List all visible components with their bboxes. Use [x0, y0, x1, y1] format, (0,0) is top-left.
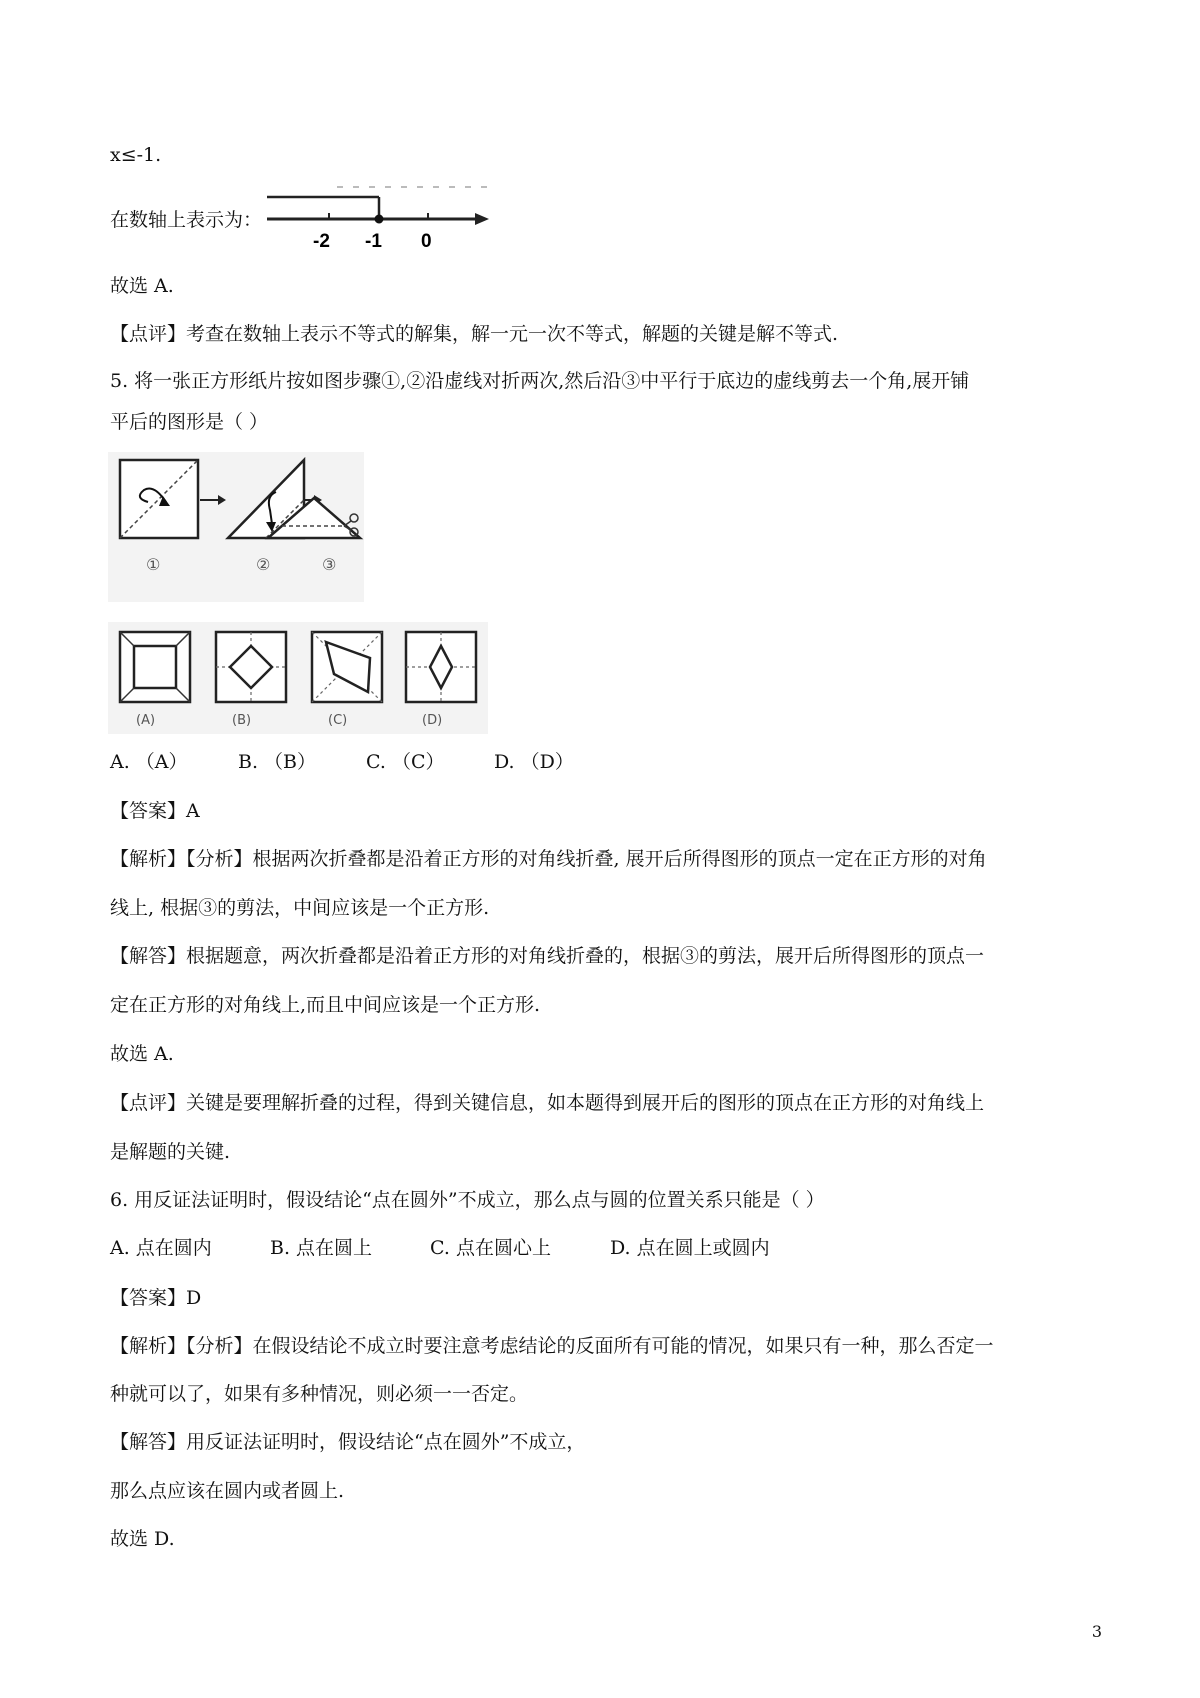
figure-label: (A)	[136, 713, 156, 728]
option-d: D. 点在圆上或圆内	[610, 1237, 770, 1259]
tick-label: -2	[313, 231, 330, 251]
option-c: C. 点在圆心上	[430, 1237, 551, 1259]
analysis-text: 【解析】【分析】在假设结论不成立时要注意考虑结论的反面所有可能的情况，如果只有一种，那么否定一	[110, 1335, 994, 1357]
choice-text: 故选 A.	[110, 1043, 174, 1065]
solution-text: 【解答】用反证法证明时，假设结论“点在圆外”不成立，	[110, 1431, 586, 1453]
comment-text: 是解题的关键.	[110, 1141, 231, 1163]
figure-label: (D)	[422, 713, 443, 728]
solution-text: 定在正方形的对角线上,而且中间应该是一个正方形.	[110, 994, 541, 1016]
step-label: ②	[256, 555, 271, 574]
answer-text: 【答案】D	[110, 1287, 202, 1309]
figure-label: (C)	[328, 713, 348, 728]
option-a-figure	[120, 632, 190, 702]
page-number: 3	[1091, 1622, 1102, 1641]
option-c: C. （C）	[366, 751, 445, 773]
tick-label: -1	[365, 231, 382, 251]
option-b: B. 点在圆上	[270, 1237, 373, 1259]
option-b-figure	[216, 632, 286, 702]
option-a: A. （A）	[110, 751, 188, 773]
numberline-label: 在数轴上表示为：	[110, 209, 263, 231]
step-label: ①	[146, 555, 161, 574]
analysis-text: 【解析】【分析】根据两次折叠都是沿着正方形的对角线折叠, 展开后所得图形的顶点一定在正方形的对角	[110, 848, 987, 870]
answer-options-figure	[108, 622, 488, 734]
question-6-options	[110, 1234, 1110, 1262]
option-b: B. （B）	[238, 751, 317, 773]
option-d: D. （D）	[494, 751, 574, 773]
solution-text: 那么点应该在圆内或者圆上.	[110, 1480, 345, 1502]
step-label: ③	[322, 555, 337, 574]
solid-point	[375, 215, 384, 224]
figure-label: (B)	[232, 713, 252, 728]
solution-text: 【解答】根据题意，两次折叠都是沿着正方形的对角线折叠的，根据③的剪法，展开后所得图形的顶点一	[110, 945, 985, 967]
question-5-stem: 平后的图形是（ ）	[110, 411, 269, 433]
option-d-figure	[406, 632, 476, 702]
question-5-stem: 5. 将一张正方形纸片按如图步骤①,②沿虚线对折两次,然后沿③中平行于底边的虚线剪去一个角,展开铺	[110, 370, 970, 392]
option-c-figure	[312, 632, 382, 702]
arrow-head	[475, 213, 489, 225]
comment-text: 【点评】考查在数轴上表示不等式的解集，解一元一次不等式，解题的关键是解不等式.	[110, 323, 839, 345]
number-line-figure	[265, 185, 505, 251]
solution-text: x≤-1.	[110, 144, 162, 166]
choice-text: 故选 A.	[110, 275, 174, 297]
option-a: A. 点在圆内	[110, 1237, 212, 1259]
tick-label: 0	[421, 231, 432, 251]
choice-text: 故选 D.	[110, 1528, 175, 1550]
question-5-options	[110, 748, 1110, 776]
analysis-text: 线上, 根据③的剪法，中间应该是一个正方形.	[110, 897, 490, 919]
comment-text: 【点评】关键是要理解折叠的过程，得到关键信息，如本题得到展开后的图形的顶点在正方形的对角线上	[110, 1092, 985, 1114]
question-6-stem: 6. 用反证法证明时，假设结论“点在圆外”不成立，那么点与圆的位置关系只能是（ ）	[110, 1189, 825, 1211]
answer-text: 【答案】A	[110, 800, 200, 822]
analysis-text: 种就可以了，如果有多种情况，则必须一一否定。	[110, 1383, 529, 1405]
folding-steps-figure	[108, 452, 364, 602]
